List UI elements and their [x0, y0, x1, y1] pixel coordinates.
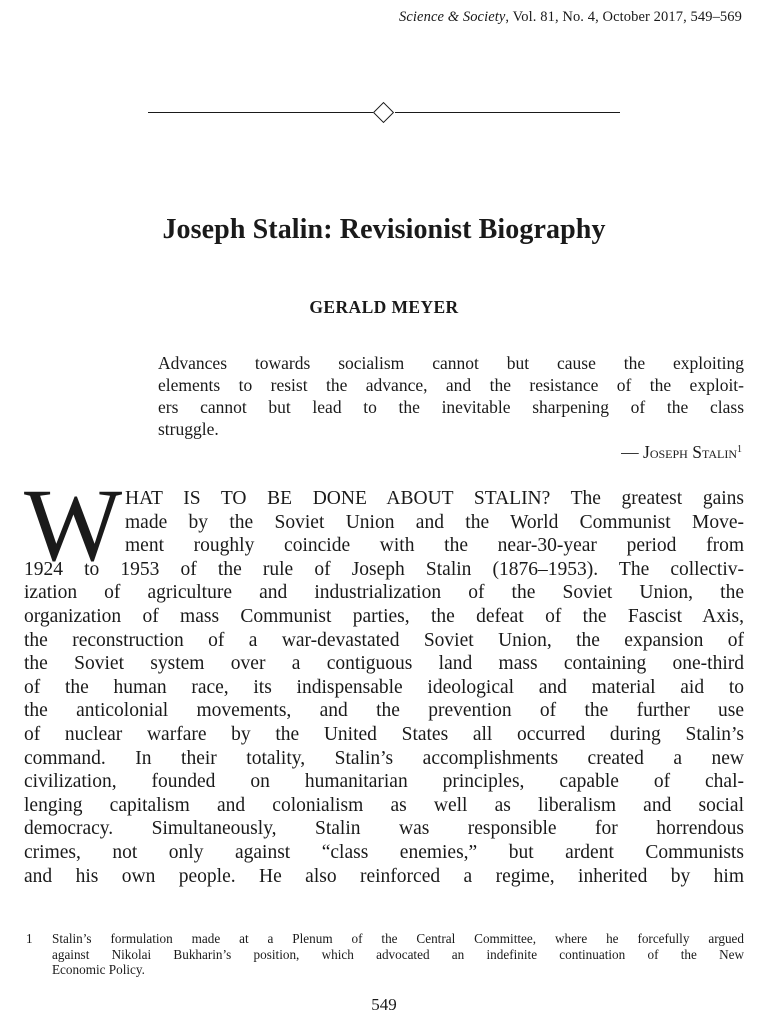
body-line: the Soviet system over a contiguous land mass containing one-third — [24, 653, 744, 675]
title-ornament — [148, 103, 620, 123]
epigraph-line: Advances towards socialism cannot but cause the exploiting — [158, 353, 744, 373]
body-line: civilization, founded on humanitarian principles, capable of chal- — [24, 771, 744, 793]
drop-cap: W — [24, 468, 123, 583]
body-paragraph — [24, 487, 744, 888]
body-line: organization of mass Communist parties, the defeat of the Fascist Axis, — [24, 605, 744, 627]
footnote — [24, 931, 744, 978]
running-head — [399, 9, 742, 26]
body-line: and his own people. He also reinforced a regime, inherited by him — [24, 865, 744, 887]
body-line: lenging capitalism and colonialism as well as liberalism and social — [24, 794, 744, 816]
article-title: Joseph Stalin: Revisionist Biography — [162, 214, 606, 245]
body-line: made by the Soviet Union and the World Communist Move- — [125, 511, 744, 533]
epigraph-line: elements to resist the advance, and the resistance of the exploit- — [158, 375, 744, 395]
epigraph-line: struggle. — [158, 419, 219, 439]
body-line: the reconstruction of a war-devastated Soviet Union, the expansion of — [24, 629, 744, 651]
epigraph-attribution — [621, 442, 742, 463]
epigraph — [158, 352, 744, 440]
body-line: 1924 to 1953 of the rule of Joseph Stalin (1876–1953). The collectiv- — [24, 558, 744, 580]
page-number: 549 — [371, 995, 397, 1014]
ornament-rule-right — [395, 112, 620, 113]
article-author: GERALD MEYER — [309, 297, 459, 317]
journal-details: , Vol. 81, No. 4, October 2017, 549–569 — [505, 9, 742, 25]
footnote-reference[interactable]: 1 — [737, 444, 742, 455]
body-line: of nuclear warfare by the United States all occurred during Stalin’s — [24, 723, 744, 745]
epigraph-line: ers cannot but lead to the inevitable sharpening of the class — [158, 397, 744, 417]
footnote-line: Stalin’s formulation made at a Plenum of the Central Committee, where he forcefully argued — [52, 931, 744, 946]
footnote-text — [52, 931, 744, 978]
body-line: crimes, not only against “class enemies,” but ardent Communists — [24, 841, 744, 863]
body-line: ization of agriculture and industrialization of the Soviet Union, the — [24, 582, 744, 604]
footnote-line: against Nikolai Bukharin’s position, which advocated an indefinite continuation of the New — [52, 946, 744, 962]
footnote-line: Economic Policy. — [52, 962, 145, 978]
body-line: democracy. Simultaneously, Stalin was responsible for horrendous — [24, 818, 744, 840]
attribution-text: — Joseph Stalin — [621, 442, 737, 462]
body-line: of the human race, its indispensable ideological and material aid to — [24, 676, 744, 698]
body-line: the anticolonial movements, and the prevention of the further use — [24, 700, 744, 722]
journal-name: Science & Society — [399, 9, 506, 25]
diamond-icon — [373, 102, 394, 123]
body-line: command. In their totality, Stalin’s accomplishments created a new — [24, 747, 744, 769]
body-line: ment roughly coincide with the near-30-year period from — [125, 535, 744, 557]
body-line: HAT IS TO BE DONE ABOUT STALIN? The greatest gains — [125, 488, 744, 509]
ornament-rule-left — [148, 112, 373, 113]
footnote-number: 1 — [26, 931, 33, 946]
